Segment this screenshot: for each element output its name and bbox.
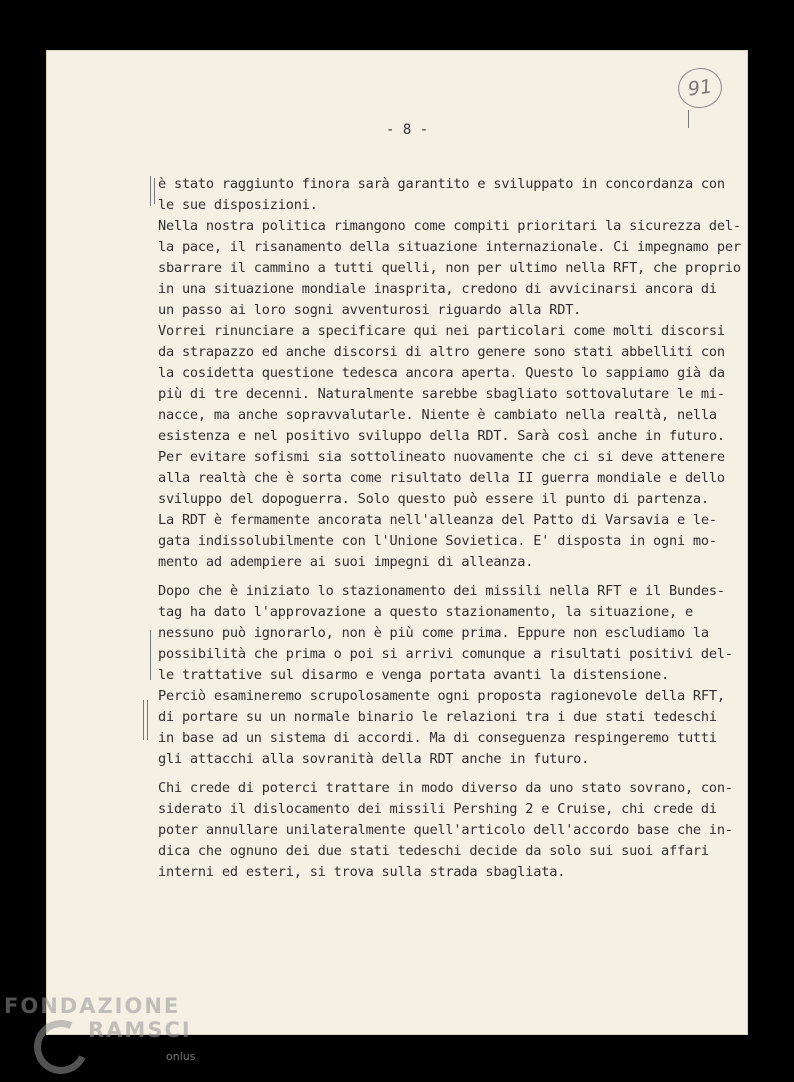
text-line: in una situazione mondiale inasprita, credono di avvicinarsi ancora di <box>158 281 717 297</box>
text-line: sbarrare il cammino a tutti quelli, non per ultimo nella RFT, che proprio <box>158 260 741 276</box>
text-line: Perciò esamineremo scrupolosamente ogni proposta ragionevole della RFT, <box>158 688 725 704</box>
margin-mark <box>154 178 155 204</box>
watermark-line-2: RAMSCI <box>88 1018 192 1042</box>
text-line: la pace, il risanamento della situazione internazionale. Ci impegnamo per <box>158 239 741 255</box>
text-line: alla realtà che è sorta come risultato della II guerra mondiale e dello <box>158 470 725 486</box>
text-line: nacce, ma anche sopravvalutarle. Niente è cambiato nella realtà, nella <box>158 407 717 423</box>
text-line: sviluppo del dopoguerra. Solo questo può essere il punto di partenza. <box>158 491 709 507</box>
text-line: possibilità che prima o poi si arrivi comunque a risultati positivi del- <box>158 646 733 662</box>
text-line: mento ad adempiere ai suoi impegni di alleanza. <box>158 554 534 570</box>
text-line: in base ad un sistema di accordi. Ma di conseguenza respingeremo tutti <box>158 730 717 746</box>
text-line: dica che ognuno dei due stati tedeschi decide da solo sui suoi affari <box>158 843 709 859</box>
text-line: Vorrei rinunciare a specificare qui nei particolari come molti discorsi <box>158 323 725 339</box>
text-line: Dopo che è iniziato lo stazionamento dei missili nella RFT e il Bundes- <box>158 583 725 599</box>
page-number: - 8 - <box>386 122 429 138</box>
text-line: siderato il dislocamento dei missili Pershing 2 e Cruise, chi crede di <box>158 801 717 817</box>
watermark-logo <box>4 994 214 1074</box>
text-line: tag ha dato l'approvazione a questo stazionamento, la situazione, e <box>158 604 693 620</box>
watermark-g-icon <box>26 1012 95 1081</box>
watermark-suffix: onlus <box>166 1050 196 1063</box>
text-line: poter annullare unilateralmente quell'articolo dell'accordo base che in- <box>158 822 733 838</box>
paragraph-1 <box>158 174 741 573</box>
text-line: è stato raggiunto finora sarà garantito e sviluppato in concordanza con <box>158 176 725 192</box>
text-line: nessuno può ignorarlo, non è più come prima. Eppure non escludiamo la <box>158 625 709 641</box>
watermark-line-1: FONDAZIONE <box>4 994 181 1018</box>
archive-number-stamp: 91 <box>675 65 724 111</box>
document-body <box>158 174 741 883</box>
text-line: esistenza e nel positivo sviluppo della RDT. Sarà così anche in futuro. <box>158 428 725 444</box>
paragraph-3 <box>158 778 733 883</box>
text-line: di portare su un normale binario le relazioni tra i due stati tedeschi <box>158 709 717 725</box>
text-line: la cosidetta questione tedesca ancora aperta. Questo lo sappiamo già da <box>158 365 725 381</box>
paragraph-2 <box>158 581 733 770</box>
text-line: Per evitare sofismi sia sottolineato nuovamente che ci si deve attenere <box>158 449 725 465</box>
text-line: le sue disposizioni. <box>158 197 318 213</box>
margin-mark <box>150 630 151 680</box>
margin-mark <box>143 700 144 740</box>
text-line: Nella nostra politica rimangono come compiti prioritari la sicurezza del- <box>158 218 741 234</box>
text-line: gli attacchi alla sovranità della RDT anche in futuro. <box>158 751 590 767</box>
text-line: gata indissolubilmente con l'Unione Sovietica. E' disposta in ogni mo- <box>158 533 717 549</box>
text-line: da strapazzo ed anche discorsi di altro genere sono stati abbelliti con <box>158 344 725 360</box>
text-line: le trattative sul disarmo e venga portata avanti la distensione. <box>158 667 669 683</box>
text-line: Chi crede di poterci trattare in modo diverso da uno stato sovrano, con- <box>158 780 733 796</box>
text-line: La RDT è fermamente ancorata nell'alleanza del Patto di Varsavia e le- <box>158 512 717 528</box>
text-line: più di tre decenni. Naturalmente sarebbe sbagliato sottovalutare le mi- <box>158 386 725 402</box>
text-line: interni ed esteri, si trova sulla strada sbagliata. <box>158 864 566 880</box>
margin-mark <box>688 110 689 128</box>
text-line: un passo ai loro sogni avventurosi riguardo alla RDT. <box>158 302 582 318</box>
margin-mark <box>147 700 148 740</box>
margin-mark <box>150 176 151 206</box>
